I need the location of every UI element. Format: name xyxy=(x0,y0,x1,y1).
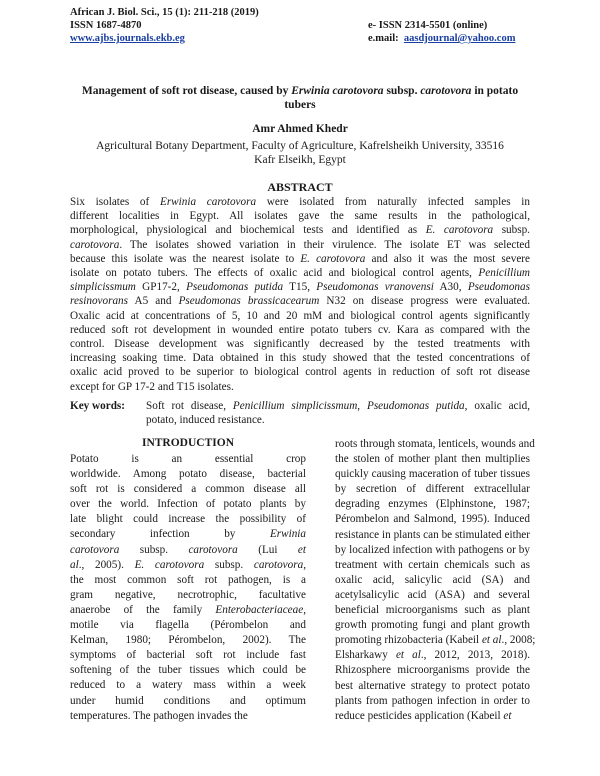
author-affiliation: Agricultural Botany Department, Faculty of Agriculture, Kafrelsheikh University, 33516 Kafr Elseikh, Egypt xyxy=(96,140,504,166)
text-line xyxy=(146,399,530,413)
text-line xyxy=(70,351,530,365)
text-line xyxy=(335,694,530,709)
text-span: symptoms of bacterial soft rot include fast xyxy=(70,649,306,662)
journal-website-link[interactable]: www.ajbs.journals.ekb.eg xyxy=(70,33,185,44)
text-line xyxy=(70,527,306,542)
text-span: . The isolates showed variation in their virulence. The isolate ET was selected xyxy=(119,238,530,251)
paper-title xyxy=(70,84,530,112)
text-line xyxy=(70,467,306,482)
text-line xyxy=(70,558,306,573)
text-span: Rhizosphere microorganisms provide the xyxy=(335,664,530,677)
text-line xyxy=(335,497,530,512)
text-span: gram negative, necrotrophic, facultative xyxy=(70,588,306,601)
text-span: Potato is an essential crop xyxy=(70,453,306,465)
text-line xyxy=(70,337,530,351)
text-line xyxy=(70,663,306,678)
text-line xyxy=(70,588,306,603)
italic-term: simplicissmum xyxy=(70,281,136,294)
text-line xyxy=(70,294,530,308)
text-line xyxy=(70,543,306,558)
text-line xyxy=(70,482,306,497)
italic-term: E. carotovora xyxy=(425,224,494,237)
text-span: , oxalic acid, xyxy=(464,400,531,412)
text-span: , xyxy=(303,558,306,571)
text-line xyxy=(335,543,530,558)
italic-term: Erwinia xyxy=(269,528,306,541)
text-span: growth promoting fungi and plant growth xyxy=(335,619,530,632)
text-span: the stolen of mother plant then multiplies xyxy=(335,453,530,466)
text-span: the most common soft rot pathogen, is a xyxy=(70,573,306,586)
text-span: reduced soft rot development in wounded entire potato tubers cv. Kara as compared with the xyxy=(70,323,530,336)
text-span: N32 on disease progress were evaluated. xyxy=(319,295,531,308)
text-span: by localized infection with pathogens or by xyxy=(335,543,530,556)
text-line xyxy=(70,603,306,618)
text-span: treatment with certain chemicals such as xyxy=(335,558,530,571)
text-line xyxy=(335,633,536,648)
text-span: Elsharkawy xyxy=(335,649,396,662)
text-span: morphological, physiological and biochemical tests and identified as xyxy=(70,224,426,237)
text-line xyxy=(335,512,530,527)
text-span: Six isolates of xyxy=(70,196,160,208)
title-text: subsp. xyxy=(383,85,421,97)
text-line xyxy=(70,209,530,223)
italic-term: Erwinia carotovora xyxy=(159,196,257,208)
italic-term: et al xyxy=(481,634,502,647)
text-line xyxy=(70,678,306,693)
text-line xyxy=(70,380,530,394)
text-line xyxy=(70,648,306,663)
introduction-heading: INTRODUCTION xyxy=(141,437,234,449)
abstract-heading: ABSTRACT xyxy=(267,180,333,194)
text-line xyxy=(335,573,530,588)
text-line xyxy=(146,413,530,427)
text-span: oxalic acid, salicylic acid (SA) and xyxy=(335,573,530,586)
text-line xyxy=(70,309,530,323)
text-span: Kelman, 1980; Pérombelon, 2002). The xyxy=(70,634,306,647)
journal-citation: African J. Biol. Sci., 15 (1): 211-218 (2019) xyxy=(70,7,259,18)
text-span: ., 2005). xyxy=(78,558,135,571)
text-span: worldwide. Among potato disease, bacterial xyxy=(70,468,306,481)
italic-term: carotovora xyxy=(70,238,120,251)
text-span: best alternative strategy to protect potato xyxy=(335,679,530,692)
author-name: Amr Ahmed Khedr xyxy=(252,123,348,135)
text-line xyxy=(335,437,535,452)
text-span: late blight could increase the possibility of xyxy=(70,513,306,526)
text-span: plants from pathogen infection in order to xyxy=(335,694,530,707)
text-span: different localities in Egypt. All isolates gave the same results in the pathological, xyxy=(70,210,530,223)
text-span: (Lui xyxy=(237,543,298,556)
text-line xyxy=(70,195,530,209)
text-line xyxy=(70,266,530,280)
text-span: over the world. Infection of potato plants by xyxy=(70,498,306,511)
italic-term: carotovora xyxy=(188,543,238,556)
text-line xyxy=(70,452,306,467)
text-span: increasing soaking time. Data obtained in this study showed that the tested concentrations of xyxy=(70,352,530,365)
text-line xyxy=(70,238,530,252)
text-span: resistance in plants can be stimulated either xyxy=(335,528,530,541)
text-span: potato, induced resistance. xyxy=(146,414,265,426)
text-span: , xyxy=(357,400,367,412)
text-line xyxy=(70,633,306,648)
email-line xyxy=(368,33,515,45)
text-span: promoting rhizobacteria (Kabeil xyxy=(335,634,482,647)
text-span: ., 2012, 2013, 2018). xyxy=(420,649,530,662)
text-span: Pérombelon and Salmond, 1995). Induced xyxy=(335,513,530,526)
introduction-column-right xyxy=(335,437,536,724)
text-span: subsp. xyxy=(204,558,254,571)
text-span: reduce pesticides application (Kabeil xyxy=(335,709,504,722)
text-span: subsp. xyxy=(493,224,530,237)
title-text: Management of soft rot disease, caused by xyxy=(81,85,292,97)
keywords-text xyxy=(146,399,530,427)
text-line xyxy=(335,467,530,482)
italic-term: resinovorans xyxy=(70,295,129,308)
text-span: quickly causing maceration of tuber tissues xyxy=(335,468,530,481)
text-span: A5 and xyxy=(128,295,179,308)
text-line xyxy=(335,679,530,694)
text-line xyxy=(70,512,306,527)
text-span: subsp. xyxy=(119,543,189,556)
text-span: anaerobe of the family xyxy=(70,603,216,616)
text-span: secondary infection by xyxy=(70,528,270,541)
text-line xyxy=(335,588,530,603)
text-line xyxy=(70,252,530,266)
text-span: by secretion of different extracellular xyxy=(335,483,530,496)
text-span: temperatures. The pathogen invades the xyxy=(70,709,248,722)
italic-term: E. carotovora xyxy=(300,252,366,265)
text-span: and also it was the most severe xyxy=(365,252,530,265)
text-span: oxalic acid proved to be superior to biological control agents in reduction of soft rot disease xyxy=(70,366,530,379)
italic-term: al xyxy=(70,558,79,571)
email-label: e.mail: xyxy=(368,33,399,44)
text-span: beneficial microorganisms such as plant xyxy=(335,604,530,617)
italic-term: et xyxy=(503,709,512,722)
text-line xyxy=(335,663,530,678)
text-span: reduced to a watery mass within a week xyxy=(70,679,306,692)
italic-term: Pseudomonas putida xyxy=(366,400,465,412)
abstract-body xyxy=(70,195,530,394)
text-line xyxy=(70,280,530,294)
text-span: control. Disease development was significantly decreased by the tested treatments with xyxy=(70,338,530,351)
text-line xyxy=(70,497,306,512)
italic-term: E. carotovora xyxy=(134,558,205,571)
text-span: roots through stomata, lenticels, wounds and xyxy=(335,438,535,450)
text-span: Soft rot disease, xyxy=(146,400,233,412)
text-span: ., 2008; xyxy=(501,634,536,647)
italic-term: Enterobacteriaceae, xyxy=(215,603,306,616)
italic-term: et xyxy=(297,543,306,556)
text-line xyxy=(70,618,306,633)
italic-term: Pseudomonas putida xyxy=(186,281,284,294)
text-line xyxy=(335,709,530,724)
italic-term: carotovora xyxy=(70,543,120,556)
text-span: because this isolate was the nearest isolate to xyxy=(70,252,301,265)
text-line xyxy=(70,223,530,237)
keywords-label: Key words: xyxy=(70,400,125,412)
text-span: Oxalic acid at concentrations of 5, 10 and 20 mM and biological control agents significantly xyxy=(70,309,530,322)
text-span: soft rot is considered a common disease all xyxy=(70,483,306,496)
text-line xyxy=(335,558,530,573)
text-span: motile via flagella (Pérombelon and xyxy=(70,619,306,632)
text-span: T15, xyxy=(283,281,317,294)
email-link[interactable]: aasdjournal@yahoo.com xyxy=(403,33,516,44)
italic-term: carotovora xyxy=(253,558,304,571)
text-span: except for GP 17-2 and T15 isolates. xyxy=(70,380,234,393)
text-line xyxy=(70,365,530,379)
title-subspecies: carotovora xyxy=(420,85,472,97)
text-span: isolate on potato tubers. The effects of oxalic acid and biological control agents, xyxy=(70,267,479,280)
text-line xyxy=(70,694,306,709)
text-span: degrading enzymes (Elphinstone, 1987; xyxy=(335,498,530,511)
italic-term: Penicillium simplicissmum xyxy=(232,400,358,412)
text-line xyxy=(335,452,530,467)
text-line xyxy=(335,603,530,618)
text-line xyxy=(335,618,530,633)
text-span: softening of the tuber tissues which could be xyxy=(70,664,306,677)
italic-term: Pseudomonas xyxy=(467,281,530,294)
text-span: were isolated from naturally infected samples in xyxy=(256,196,530,208)
italic-term: Penicillium xyxy=(478,267,530,280)
text-span: A30, xyxy=(433,281,468,294)
italic-term: Pseudomonas vranovensi xyxy=(316,281,434,294)
title-text: in potato tubers xyxy=(284,85,519,111)
italic-term: Pseudomonas brassicacearum xyxy=(178,295,320,308)
italic-term: et al xyxy=(395,649,421,662)
issn: ISSN 1687-4870 xyxy=(70,20,142,31)
text-span: acetylsalicylic acid (ASA) and several xyxy=(335,588,530,601)
text-line xyxy=(70,709,306,724)
text-line xyxy=(70,323,530,337)
eissn: e- ISSN 2314-5501 (online) xyxy=(368,20,488,31)
text-line xyxy=(335,648,530,663)
introduction-column-left xyxy=(70,452,306,724)
text-line xyxy=(70,573,306,588)
text-line xyxy=(335,482,530,497)
text-line xyxy=(335,528,530,543)
title-species: Erwinia carotovora xyxy=(291,85,384,97)
text-span: GP17-2, xyxy=(135,281,187,294)
text-span: under humid conditions and optimum xyxy=(70,694,306,707)
